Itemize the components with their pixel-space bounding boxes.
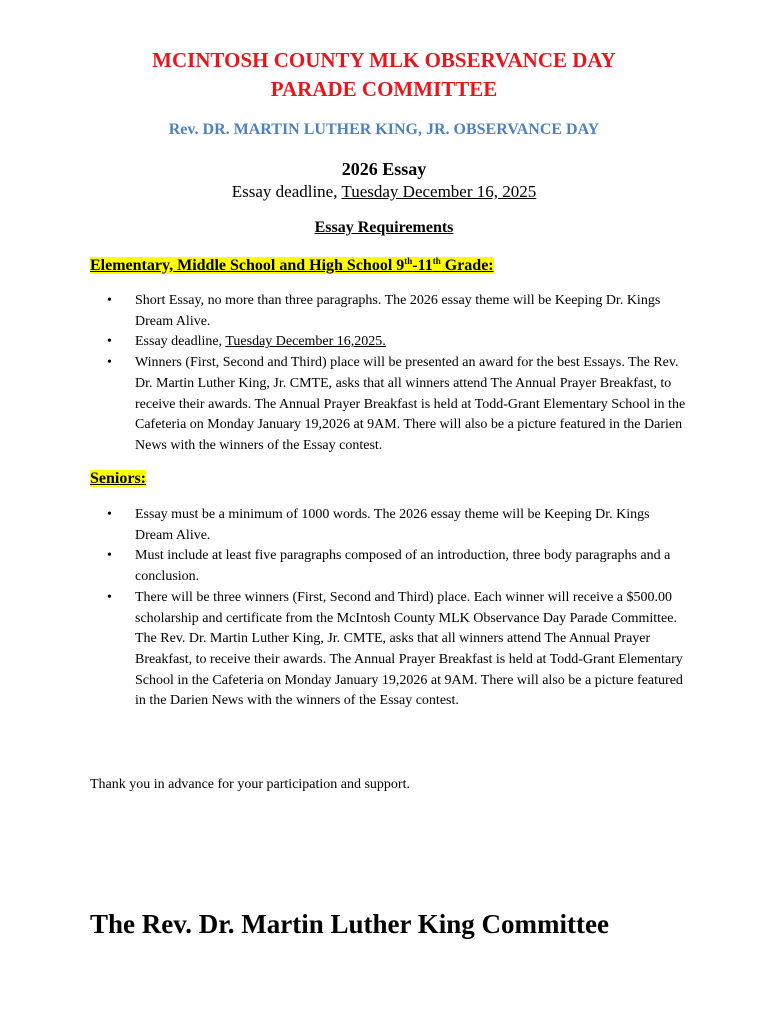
- deadline-date: Tuesday December 16, 2025: [341, 182, 537, 201]
- list-item-text: Short Essay, no more than three paragraphs. The 2026 essay theme will be Keeping Dr. Kings Dream Alive.: [135, 293, 661, 329]
- heading-sup-1: th: [404, 256, 413, 266]
- highlighted-heading: Seniors:: [90, 470, 146, 487]
- bullet-icon: •: [107, 589, 112, 605]
- requirements-heading: Essay Requirements: [314, 219, 454, 236]
- list-item-text: Must include at least five paragraphs composed of an introduction, three body paragraphs and a conclusion.: [135, 548, 671, 585]
- bullet-icon: •: [107, 355, 112, 371]
- bullet-icon: •: [107, 548, 112, 564]
- document-title: [0, 46, 768, 104]
- list-item: [90, 291, 690, 332]
- section-seniors-list: [90, 505, 690, 712]
- list-item-text: There will be three winners (First, Second and Third) place. Each winner will receive a $500.00 scholarship and certificate from the McIntosh County MLK Observance Day Parade Committee. The Rev. Dr. Martin Luther King, Jr. CMTE, asks that all winners attend The Annual Prayer Breakfast, to receive their awards. The Annual Prayer Breakfast is held at Todd-Grant Elementary School in the Cafeteria on Monday January 19,2026 at 9AM. There will also be a picture featured in the Darien News with the winners of the Essay contest.: [135, 589, 683, 709]
- list-item: [90, 546, 690, 587]
- bullet-icon: •: [107, 293, 112, 308]
- essay-deadline: [0, 182, 768, 202]
- thank-you-note: Thank you in advance for your participation and support.: [90, 777, 410, 792]
- list-item-text: Essay must be a minimum of 1000 words. The 2026 essay theme will be Keeping Dr. Kings Dream Alive.: [135, 507, 650, 543]
- list-item: [90, 505, 690, 546]
- heading-text-3: Grade:: [440, 257, 494, 274]
- list-item-text: Winners (First, Second and Third) place will be presented an award for the best Essays. The Rev. Dr. Martin Luther King, Jr. CMTE, asks that all winners attend The Annual Prayer Breakfast, to receive their awards. The Annual Prayer Breakfast is held at Todd-Grant Elementary School in the Cafeteria on Monday January 19,2026 at 9AM. There will also be a picture featured in the Darien News with the winners of the Essay contest.: [135, 355, 686, 453]
- committee-signature: The Rev. Dr. Martin Luther King Committee: [90, 909, 609, 939]
- title-line-1: MCINTOSH COUNTY MLK OBSERVANCE DAY: [152, 48, 616, 72]
- list-item: [90, 588, 690, 712]
- list-item-text: Essay deadline,: [135, 334, 226, 350]
- heading-text-1: Elementary, Middle School and High School 9: [90, 257, 405, 274]
- heading-sup-2: th: [432, 256, 441, 266]
- deadline-label: Essay deadline,: [231, 182, 342, 201]
- section-elementary-heading: [90, 257, 494, 275]
- title-line-2: PARADE COMMITTEE: [270, 77, 498, 101]
- list-item-date: Tuesday December 16,2025.: [225, 334, 386, 350]
- highlighted-heading: [90, 257, 494, 274]
- heading-text-2: -11: [412, 257, 433, 274]
- list-item: [90, 332, 690, 353]
- bullet-icon: •: [107, 334, 112, 350]
- section-elementary-list: [90, 291, 690, 457]
- essay-title: 2026 Essay: [341, 159, 427, 179]
- bullet-icon: •: [107, 507, 112, 522]
- subtitle: Rev. DR. MARTIN LUTHER KING, JR. OBSERVANCE DAY: [168, 121, 600, 138]
- list-item: [90, 353, 690, 457]
- section-seniors-heading: [90, 470, 146, 488]
